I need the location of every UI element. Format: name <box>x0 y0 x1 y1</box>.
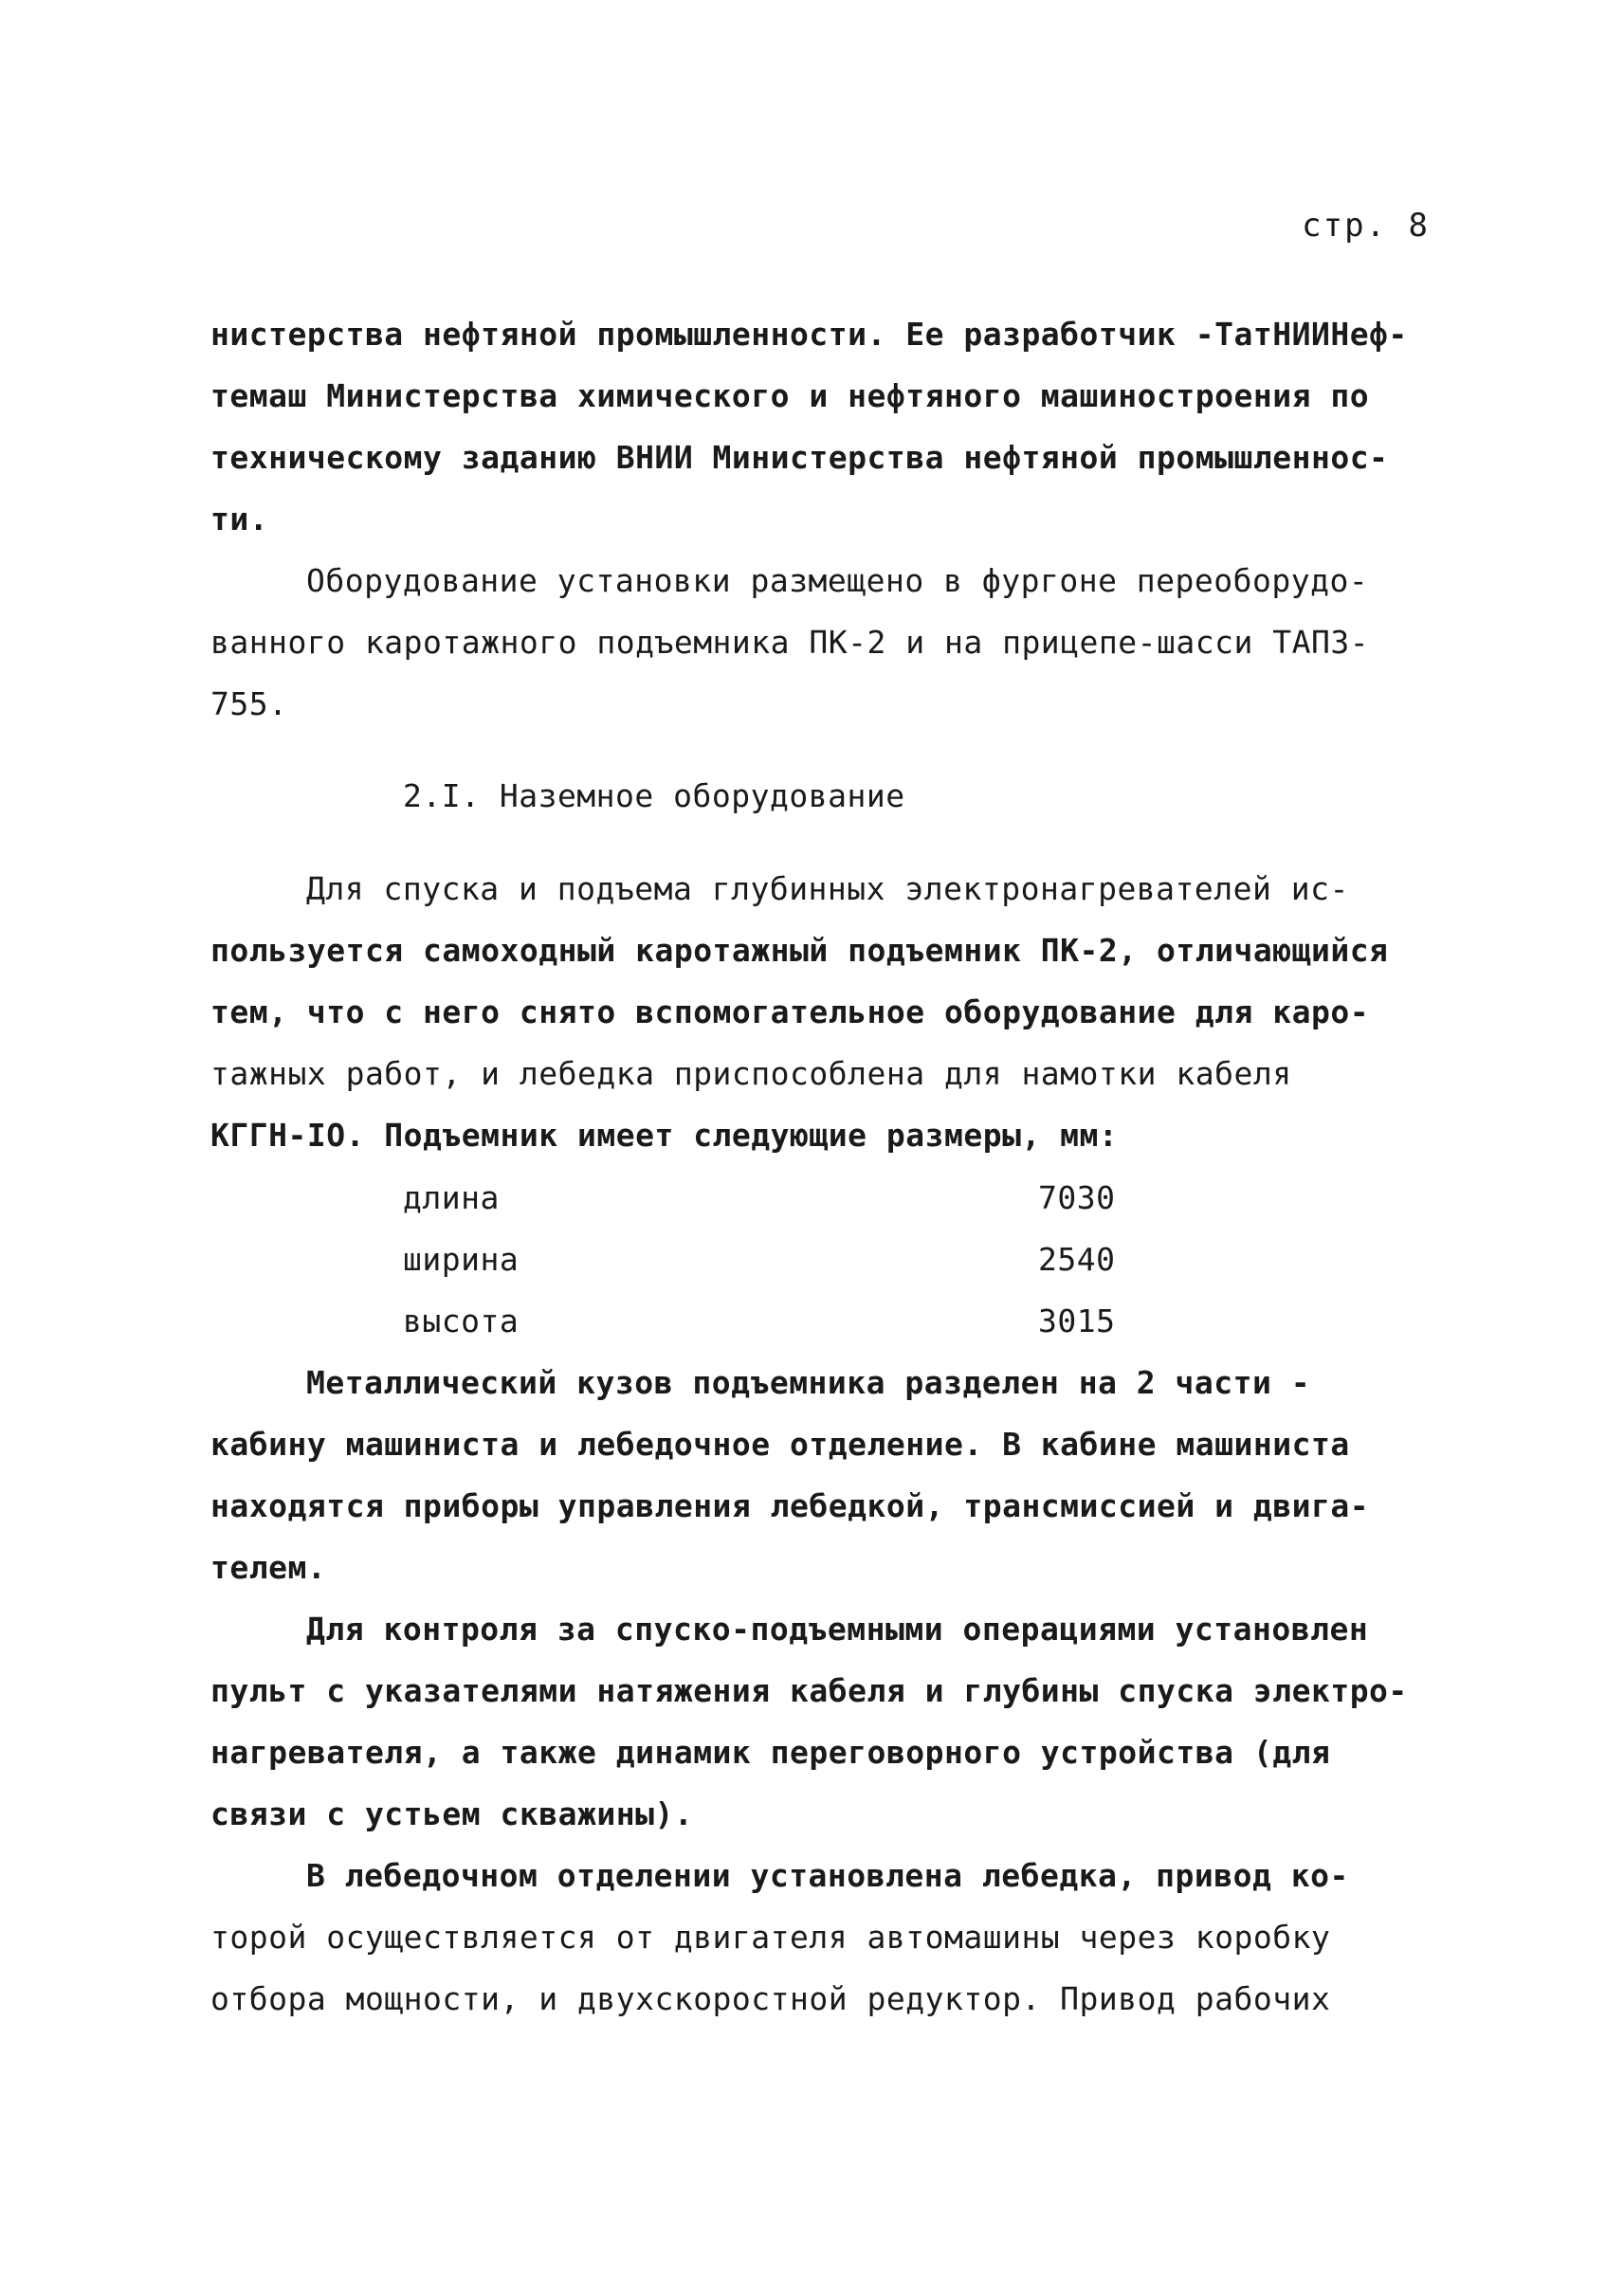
paragraph-line: пульт с указателями натяжения кабеля и глубины спуска электро- <box>210 1672 1408 1709</box>
paragraph-line: находятся приборы управления лебедкой, трансмиссией и двига- <box>210 1487 1370 1524</box>
paragraph-line: Для контроля за спуско-подъемными операциями установлен <box>306 1611 1369 1648</box>
dimension-value: 3015 <box>1038 1302 1116 1339</box>
paragraph-line: нистерства нефтяной промышленности. Ее разработчик -ТатНИИНеф- <box>210 316 1408 353</box>
paragraph-line: 755. <box>210 685 288 722</box>
dimension-label: ширина <box>403 1241 520 1278</box>
paragraph-line: тажных работ, и лебедка приспособлена для намотки кабеля <box>210 1055 1292 1092</box>
paragraph-line: В лебедочном отделении установлена лебедка, привод ко- <box>306 1857 1349 1894</box>
paragraph-line: КГГН-IO. Подъемник имеет следующие размеры, мм: <box>210 1117 1119 1154</box>
dimension-label: высота <box>403 1302 520 1339</box>
paragraph-line: отбора мощности, и двухскоростной редуктор. Привод рабочих <box>210 1980 1331 2017</box>
paragraph-line: Металлический кузов подъемника разделен на 2 части - <box>306 1364 1311 1401</box>
paragraph-line: Для спуска и подъема глубинных электронагревателей ис- <box>306 870 1349 907</box>
paragraph-line: Оборудование установки размещено в фургоне переоборудо- <box>306 562 1369 599</box>
paragraph-line: пользуется самоходный каротажный подъемник ПК-2, отличающийся <box>210 932 1389 969</box>
paragraph-line: связи с устьем скважины). <box>210 1795 694 1832</box>
section-heading: 2.I. Наземное оборудование <box>403 777 905 814</box>
dimension-value: 7030 <box>1038 1179 1116 1216</box>
paragraph-line: тем, что с него снято вспомогательное оборудование для каро- <box>210 993 1370 1030</box>
dimension-label: длина <box>403 1179 500 1216</box>
paragraph-line: телем. <box>210 1549 327 1586</box>
paragraph-line: техническому заданию ВНИИ Министерства нефтяной промышленнос- <box>210 439 1389 476</box>
paragraph-line: ти. <box>210 501 269 537</box>
paragraph-line: нагревателя, а также динамик переговорного устройства (для <box>210 1734 1331 1771</box>
paragraph-line: темаш Министерства химического и нефтяного машиностроения по <box>210 377 1370 414</box>
dimension-value: 2540 <box>1038 1241 1116 1278</box>
paragraph-line: торой осуществляется от двигателя автомашины через коробку <box>210 1919 1331 1956</box>
paragraph-line: кабину машиниста и лебедочное отделение. В кабине машиниста <box>210 1426 1350 1463</box>
paragraph-line: ванного каротажного подъемника ПК-2 и на прицепе-шасси ТАПЗ- <box>210 624 1370 661</box>
page-number: стр. 8 <box>1302 207 1430 245</box>
